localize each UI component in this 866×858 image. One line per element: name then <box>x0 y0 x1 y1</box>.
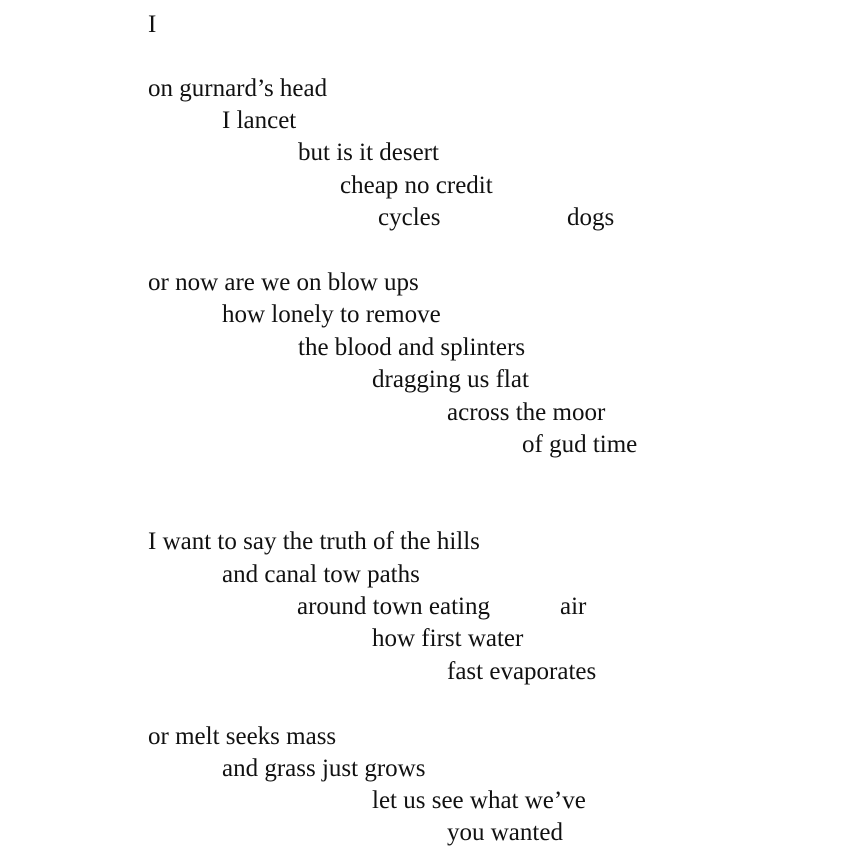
poem-line: or now are we on blow ups <box>148 269 419 296</box>
poem-line: on gurnard’s head <box>148 75 328 102</box>
poem-line: the blood and splinters <box>298 334 526 361</box>
poem-line: you wanted <box>447 819 563 846</box>
section-number: I <box>148 11 157 38</box>
poem-line: of gud time <box>522 431 638 458</box>
poem-line: around town eating <box>297 593 491 620</box>
poem-line: cheap no credit <box>340 172 493 199</box>
poem-line: air <box>560 593 587 620</box>
poem-line: I lancet <box>222 107 297 134</box>
poem-line: and canal tow paths <box>222 561 420 588</box>
poem-line: let us see what we’ve <box>372 787 586 814</box>
poem-line: how lonely to remove <box>222 301 441 328</box>
poem-line: dragging us flat <box>372 366 529 393</box>
poem-line: or melt seeks mass <box>148 723 337 750</box>
poem-line: across the moor <box>447 399 606 426</box>
poem-line: and grass just grows <box>222 755 426 782</box>
poem-line: I want to say the truth of the hills <box>148 528 480 555</box>
poem-line: cycles <box>378 204 441 231</box>
poem-line: but is it desert <box>298 139 439 166</box>
poem-line: how first water <box>372 625 524 652</box>
poem-line: dogs <box>567 204 615 231</box>
poem-line: fast evaporates <box>447 658 597 685</box>
